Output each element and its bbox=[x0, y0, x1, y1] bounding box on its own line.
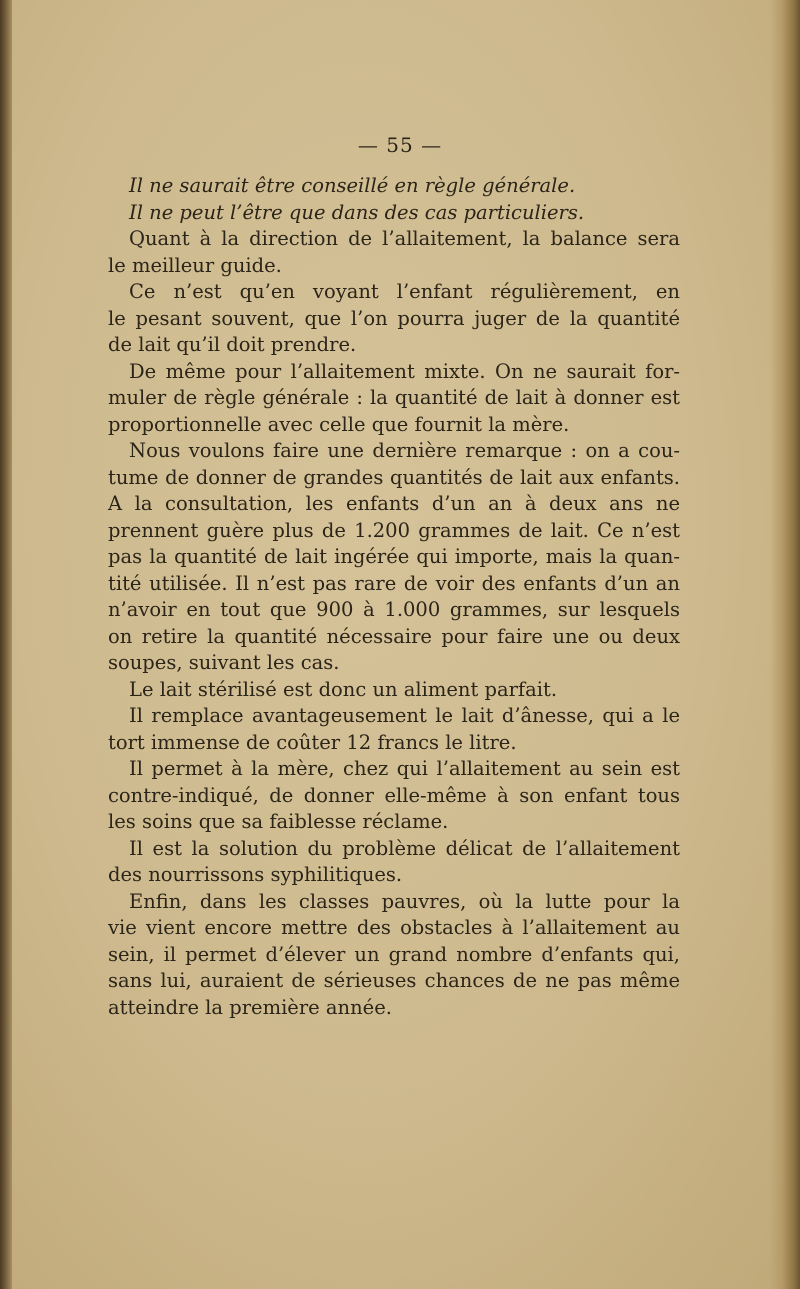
text-line: pas la quantité de lait ingérée qui importe, mais la quan- bbox=[108, 545, 680, 568]
text-line: le meilleur guide. bbox=[108, 253, 282, 277]
body-text bbox=[108, 173, 680, 1021]
text-line: tort immense de coûter 12 francs le litre. bbox=[108, 730, 517, 754]
text-line: vie vient encore mettre des obstacles à l’allaitement au bbox=[108, 916, 680, 939]
text-line: Enfin, dans les classes pauvres, où la lutte pour la bbox=[129, 889, 680, 913]
text-line: de lait qu’il doit prendre. bbox=[108, 333, 357, 356]
text-line: des nourrissons syphilitiques. bbox=[108, 863, 403, 886]
page-number: — 55 — bbox=[357, 133, 443, 157]
text-line: sans lui, auraient de sérieuses chances de ne pas même bbox=[108, 969, 680, 992]
text-line: atteindre la première année. bbox=[108, 995, 392, 1019]
text-line: soupes, suivant les cas. bbox=[108, 651, 340, 674]
text-line: on retire la quantité nécessaire pour faire une ou deux bbox=[108, 624, 680, 648]
page-binding-edge bbox=[0, 0, 12, 1289]
text-line: De même pour l’allaitement mixte. On ne saurait for- bbox=[129, 359, 680, 383]
text-line: tité utilisée. Il n’est pas rare de voir des enfants d’un an bbox=[108, 571, 680, 595]
text-line: Il remplace avantageusement le lait d’ânesse, qui a le bbox=[129, 704, 680, 727]
text-line: prennent guère plus de 1.200 grammes de lait. Ce n’est bbox=[108, 518, 680, 542]
text-line: contre-indiqué, de donner elle-même à son enfant tous bbox=[108, 783, 680, 807]
text-line: Il est la solution du problème délicat de l’allaitement bbox=[129, 836, 680, 860]
text-line: n’avoir en tout que 900 à 1.000 grammes, sur lesquels bbox=[108, 598, 680, 621]
text-line: Ce n’est qu’en voyant l’enfant régulièrement, en bbox=[129, 280, 680, 303]
page-right-edge bbox=[770, 0, 800, 1289]
text-line: Il permet à la mère, chez qui l’allaitement au sein est bbox=[129, 757, 680, 780]
text-line: Il ne peut l’être que dans des cas particuliers. bbox=[129, 200, 585, 224]
text-line: muler de règle générale : la quantité de lait à donner est bbox=[108, 386, 680, 409]
text-line: Le lait stérilisé est donc un aliment parfait. bbox=[129, 677, 558, 701]
text-line: proportionnelle avec celle que fournit la mère. bbox=[108, 412, 570, 436]
text-line: le pesant souvent, que l’on pourra juger de la quantité bbox=[108, 306, 680, 330]
text-line: Quant à la direction de l’allaitement, la balance sera bbox=[129, 227, 680, 250]
text-line: Il ne saurait être conseillé en règle générale. bbox=[129, 174, 576, 197]
text-line: Nous voulons faire une dernière remarque : on a cou- bbox=[129, 439, 680, 462]
text-line: les soins que sa faiblesse réclame. bbox=[108, 810, 449, 833]
text-line: sein, il permet d’élever un grand nombre d’enfants qui, bbox=[108, 942, 680, 966]
text-line: A la consultation, les enfants d’un an à deux ans ne bbox=[108, 492, 680, 515]
text-line: tume de donner de grandes quantités de lait aux enfants. bbox=[108, 465, 680, 489]
